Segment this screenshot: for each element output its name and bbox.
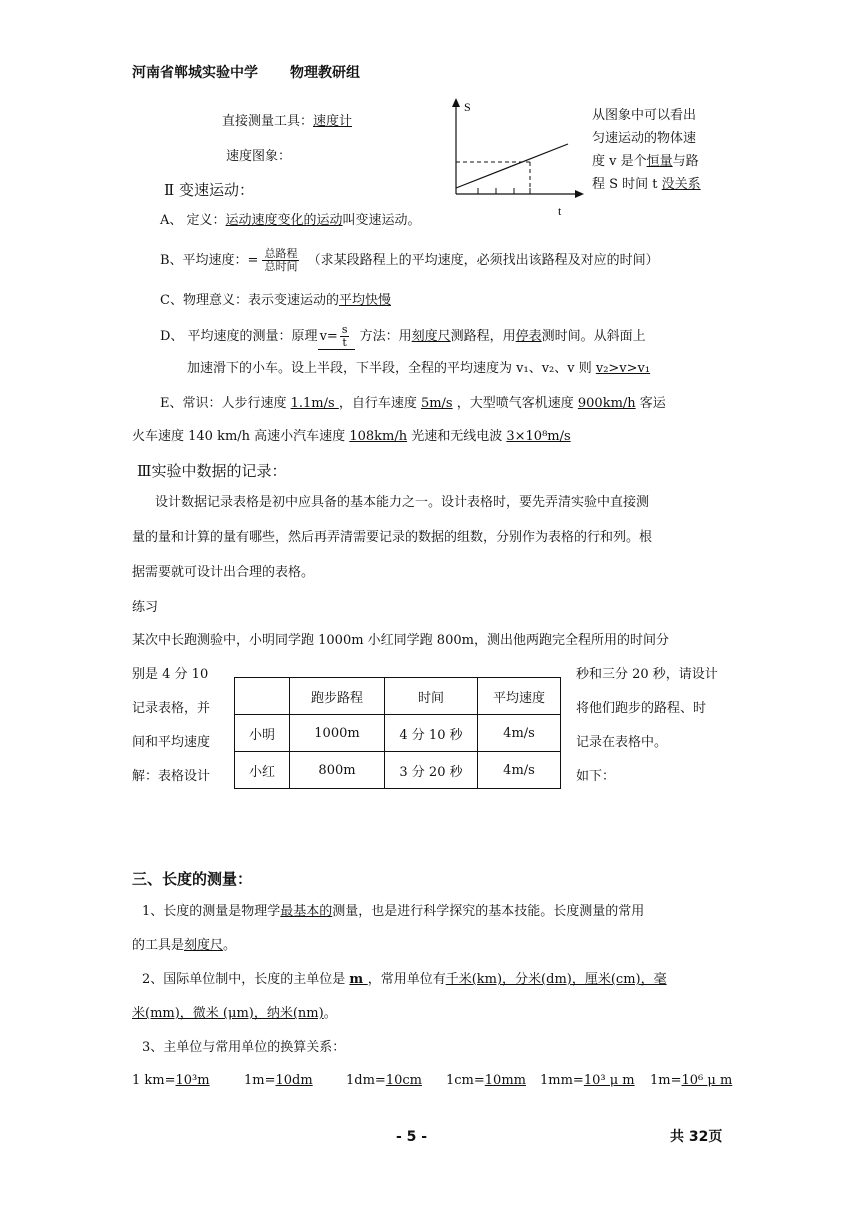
table-cell: 4m/s <box>478 715 561 752</box>
graph-note-4: 程 S 时间 t 没关系 <box>592 177 701 192</box>
conversion-item: 1m=10⁶ μ m <box>650 1073 733 1088</box>
conversion-item: 1mm=10³ μ m <box>540 1073 635 1088</box>
length-heading: 三、长度的测量： <box>132 870 253 888</box>
length-p1-cont: 的工具是刻度尺。 <box>132 938 237 953</box>
avg-line: B、平均速度：= $\frac{\text{总路程}}{\text{总时间}}$ （求某段路程上的平均速度，必须找出该路程及对应的时间） <box>160 247 659 273</box>
table-cell: 小红 <box>235 752 290 789</box>
header-school: 河南省郸城实验中学 <box>132 65 258 81</box>
graph-label-s: S <box>464 100 471 114</box>
question-line: 某次中长跑测验中，小明同学跑 1000m 小红同学跑 800m，测出他两跑完全程所用的时间分 <box>132 633 669 648</box>
record-para-1: 设计数据记录表格是初中应具备的基本能力之一。设计表格时，要先弄清实验中直接测 <box>155 495 650 510</box>
measure-line: D、 平均速度的测量：原理 v= $\frac{s}{t}$ 方法：用刻度尺测路程，用停表测时间。从斜面上 <box>160 323 646 349</box>
table-header-cell: 平均速度 <box>478 678 561 715</box>
variable-heading: Ⅱ 变速运动： <box>164 181 254 199</box>
tool-line: 直接测量工具：速度计 <box>222 114 353 129</box>
table-cell: 1000m <box>290 715 385 752</box>
graph-note-1: 从图象中可以看出 <box>592 108 697 123</box>
table-header-row <box>235 678 561 715</box>
common-line: E、常识：人步行速度 1.1m/s ，自行车速度 5m/s ，大型喷气客机速度 900km/h 客运 <box>160 396 666 411</box>
common-line-2: 火车速度 140 km/h 高速小汽车速度 108km/h 光速和无线电波 3×10⁸m/s <box>132 429 571 444</box>
record-para-3: 据需要就可设计出合理的表格。 <box>132 565 315 580</box>
table-row <box>235 715 561 752</box>
table-cell: 800m <box>290 752 385 789</box>
def-line: A、 定义：运动速度变化的运动叫变速运动。 <box>160 213 421 228</box>
page-total: 共 32页 <box>670 1129 723 1145</box>
length-p2: 2、国际单位制中，长度的主单位是 m ，常用单位有千米(km)，分米(dm)，厘米(cm)，毫 <box>142 972 667 987</box>
speed-graph <box>440 94 590 219</box>
record-table <box>234 677 561 789</box>
avg-fraction: $\frac{\text{总路程}}{\text{总时间}}$ <box>264 247 298 273</box>
right-3: 记录在表格中。 <box>576 735 668 750</box>
record-para-2: 量的量和计算的量有哪些，然后再弄清需要记录的数据的组数，分别作为表格的行和列。根 <box>132 530 653 545</box>
table-cell: 4m/s <box>478 752 561 789</box>
header-group: 物理教研组 <box>290 65 360 81</box>
table-header-cell: 跑步路程 <box>290 678 385 715</box>
left-4: 解：表格设计 <box>132 769 211 784</box>
graph-y-arrow <box>452 98 460 107</box>
left-2: 记录表格，并 <box>132 701 211 716</box>
right-1: 秒和三分 20 秒，请设计 <box>576 667 718 682</box>
table-cell: 4 分 10 秒 <box>385 715 478 752</box>
record-heading: Ⅲ实验中数据的记录： <box>137 462 287 480</box>
graph-x-arrow <box>575 190 584 198</box>
conversion-item: 1m=10dm <box>244 1073 313 1088</box>
conversion-item: 1cm=10mm <box>446 1073 526 1088</box>
left-3: 间和平均速度 <box>132 735 211 750</box>
conversion-item: 1 km=10³m <box>132 1073 210 1088</box>
conversion-item: 1dm=10cm <box>346 1073 422 1088</box>
formula: v= $\frac{s}{t}$ <box>318 324 356 350</box>
length-p1: 1、长度的测量是物理学最基本的测量，也是进行科学探究的基本技能。长度测量的常用 <box>142 904 645 919</box>
meaning-line: C、物理意义：表示变速运动的平均快慢 <box>160 293 391 308</box>
length-p2-cont: 米(mm)，微米 (μm)，纳米(nm)。 <box>132 1006 337 1021</box>
page-number: - 5 - <box>396 1129 428 1145</box>
length-p3: 3、主单位与常用单位的换算关系： <box>142 1040 346 1055</box>
graph-label: 速度图象： <box>226 149 292 164</box>
table-cell: 小明 <box>235 715 290 752</box>
left-1: 别是 4 分 10 <box>132 667 209 682</box>
tool-value: 速度计 <box>313 114 353 129</box>
table-header-cell: 时间 <box>385 678 478 715</box>
graph-note-2: 匀速运动的物体速 <box>592 131 697 146</box>
table-header-cell <box>235 678 290 715</box>
measure-line-2: 加速滑下的小车。设上半段，下半段，全程的平均速度为 v₁、v₂、v 则 v₂>v>v₁ <box>187 361 651 376</box>
practice-label: 练习 <box>132 600 159 615</box>
right-4: 如下： <box>576 769 616 784</box>
graph-line <box>456 144 568 188</box>
right-2: 将他们跑步的路程、时 <box>576 701 707 716</box>
graph-label-t: t <box>558 204 562 218</box>
table-row <box>235 752 561 789</box>
table-cell: 3 分 20 秒 <box>385 752 478 789</box>
graph-note-3: 度 v 是个恒量与路 <box>592 154 699 169</box>
